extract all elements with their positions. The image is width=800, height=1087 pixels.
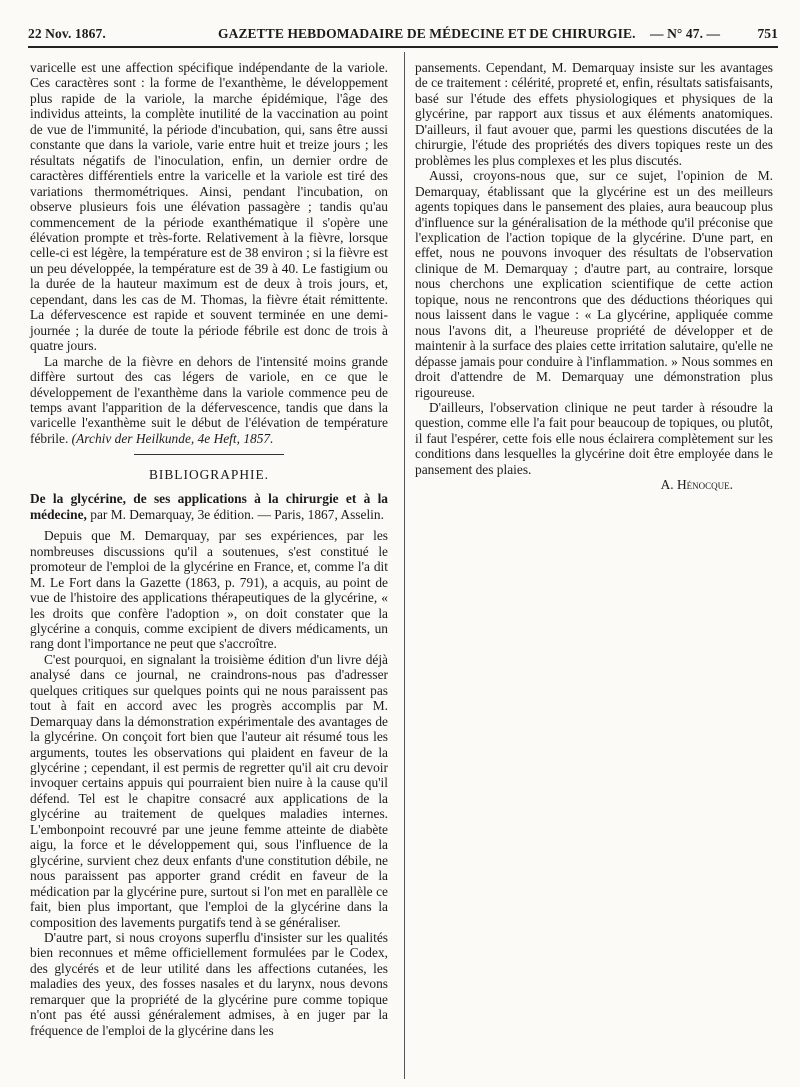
review-paragraph-1: Depuis que M. Demarquay, par ses expériences, par les nombreuses discussions qu'il a soutenues, s'est constitué le promoteur de l'emploi de la glycérine en France, et, comme l'a dit M. Le Fort dans la Gazette (1863, p. 791), a acquis, au point de vue de l'histoire des applications thérapeutiques de la glycérine, « les droits que confère l'adoption », on doit constater que la glycérine a conquis, comme excipient de divers médicaments, un rang dont l'importance ne peut que s'accroître. [30,528,388,652]
source-citation: (Archiv der Heilkunde, 4e Heft, 1857. [71,430,274,446]
fever-paragraph [30,354,388,447]
issue-number: — N° 47. — [650,26,721,41]
page-number: 751 [757,26,778,41]
review-paragraph-6: D'ailleurs, l'observation clinique ne peut tarder à résoudre la question, comme elle l'a fait pour beaucoup de topiques, ou plutôt, il faut l'espérer, cette fois elle nous éclairera complètement sur les conditions dans lesquelles la glycérine doit être employée dans le pansement des plaies. [415,399,773,477]
book-reference [30,491,388,522]
varicelle-paragraph: varicelle est une affection spécifique indépendante de la variole. Ces caractères sont : la forme de l'exanthème, le développement plus rapide de la variole, la marche épidémique, l'âge des individus atteints, la complète inutilité de la vaccination au point de vue de l'immunité, la période d'incubation, qui, sans être aussi constante que dans la variole, varie entre huit et treize jours ; les résultats négatifs de l'inoculation, enfin, un dernier ordre de caractères différentiels entre la varicelle et la variole est tiré des variations thermométriques. Ainsi, pendant l'incubation, on observe plusieurs fois une élévation passagère ; tandis qu'au commencement de la période exanthématique il s'opère une élévation prompte et très-forte. Relativement à la fièvre, lorsque celle-ci est légère, la température est de 38 environ ; si la fièvre est un peu développée, la température est de 39 à 40. Le fastigium ou la durée de la hauteur maximum est de deux à trois jours, et, cependant, dans les cas de M. Thomas, la fièvre était rémittente. La défervescence est rapide et souvent terminée en une demi-journée ; la durée de toute la période fébrile est donc de trois à quatre jours. [30,60,388,354]
book-title: De la glycérine, de ses applications à la chirurgie et à la médecine, [30,491,388,522]
right-column [415,60,773,493]
review-paragraph-4: pansements. Cependant, M. Demarquay insiste sur les avantages de ce traitement : célérité, propreté et, enfin, résultats satisfaisants, basé sur l'étude des effets physiologiques et physiques de la glycérine, par rapport aux tissus et aux éléments anatomiques. D'ailleurs, il faut avouer que, parmi les questions discutées de la chirurgie, l'étude des propriétés des divers topiques reste un des problèmes les plus complexes et les plus discutés. [415,60,773,168]
review-paragraph-2: C'est pourquoi, en signalant la troisième édition d'un livre déjà analysé dans ce journal, ne craindrons-nous pas d'adresser quelques critiques sur quelques points qui ne nous paraissent pas tout à fait en accord avec les progrès accomplis par M. Demarquay dans la démonstration expérimentale des avantages de la glycérine. On conçoit fort bien que l'auteur ait résumé tous les arguments, toutes les observations qui plaident en faveur de la glycérine ; cependant, il est permis de regretter qu'il ait cru devoir invoquer certains appuis qui pourraient bien nuire à la cause qu'il défend. Tel est le chapitre consacré aux applications de la glycérine au traitement de quelques maladies internes. L'embonpoint recouvré par une jeune femme atteinte de diabète aigu, la force et le développement qui, sous l'influence de la glycérine, survient chez deux enfants d'une constitution débile, ne nous paraissent pas apporter grand crédit en faveur de la médication par la glycérine pure, surtout si l'on met en parallèle ce fait, bien plus important, que l'emploi de la glycérine dans la composition des lavements purgatifs tend à se généraliser. [30,651,388,930]
review-paragraph-5: Aussi, croyons-nous que, sur ce sujet, l'opinion de M. Demarquay, établissant que la glycérine est un des meilleurs agents topiques dans le pansement des plaies, aura beaucoup plus d'influence sur la généralisation de la méthode qu'il préconise que l'explication de l'action topique de la glycérine. D'une part, en effet, nous ne pouvons invoquer des résultats de l'observation clinique de M. Demarquay ; d'autre part, au contraire, lorsque nous cherchons une explication scientifique de cette action topique, nous ne rencontrons que des déductions théoriques qui nous laissent dans le vague : « La glycérine, appliquée comme nous l'avons dit, a l'heureuse propriété de développer et de maintenir à la surface des plaies cette irritation salutaire, qu'elle ne dépasse jamais pour conduire à l'inflammation. » Nous sommes en droit d'attendre de M. Demarquay une démonstration plus rigoureuse. [415,168,773,400]
review-paragraph-3: D'autre part, si nous croyons superflu d'insister sur les qualités bien reconnues et même officiellement formulées par le Codex, des glycérés et de leur utilité dans les affections cutanées, les maladies des yeux, des fosses nasales et du larynx, nous devons remarquer que la propriété de la glycérine pure comme topique n'ont pas été aussi généralement admises, à en juger par la fréquence de l'emploi de la glycérine dans les [30,930,388,1038]
column-rule [404,52,405,1079]
running-header [28,22,778,48]
left-column [30,60,388,1038]
review-signature: A. Hénocque. [660,477,733,493]
section-divider [134,454,284,455]
journal-title: GAZETTE HEBDOMADAIRE DE MÉDECINE ET DE CHIRURGIE. [218,26,636,41]
issue-date: 22 Nov. 1867. [28,26,106,41]
book-publication: par M. Demarquay, 3e édition. — Paris, 1867, Asselin. [90,506,384,522]
bibliographie-heading: BIBLIOGRAPHIE. [148,467,269,483]
fever-text: La marche de la fièvre en dehors de l'intensité moins grande diffère surtout des cas légers de variole, en ce que le développement de l'exanthème dans la variole commence peu de temps avant l'apparition de la défervescence, tandis que dans la varicelle l'exanthème suit le début de l'élévation de température fébrile. [30,353,388,446]
